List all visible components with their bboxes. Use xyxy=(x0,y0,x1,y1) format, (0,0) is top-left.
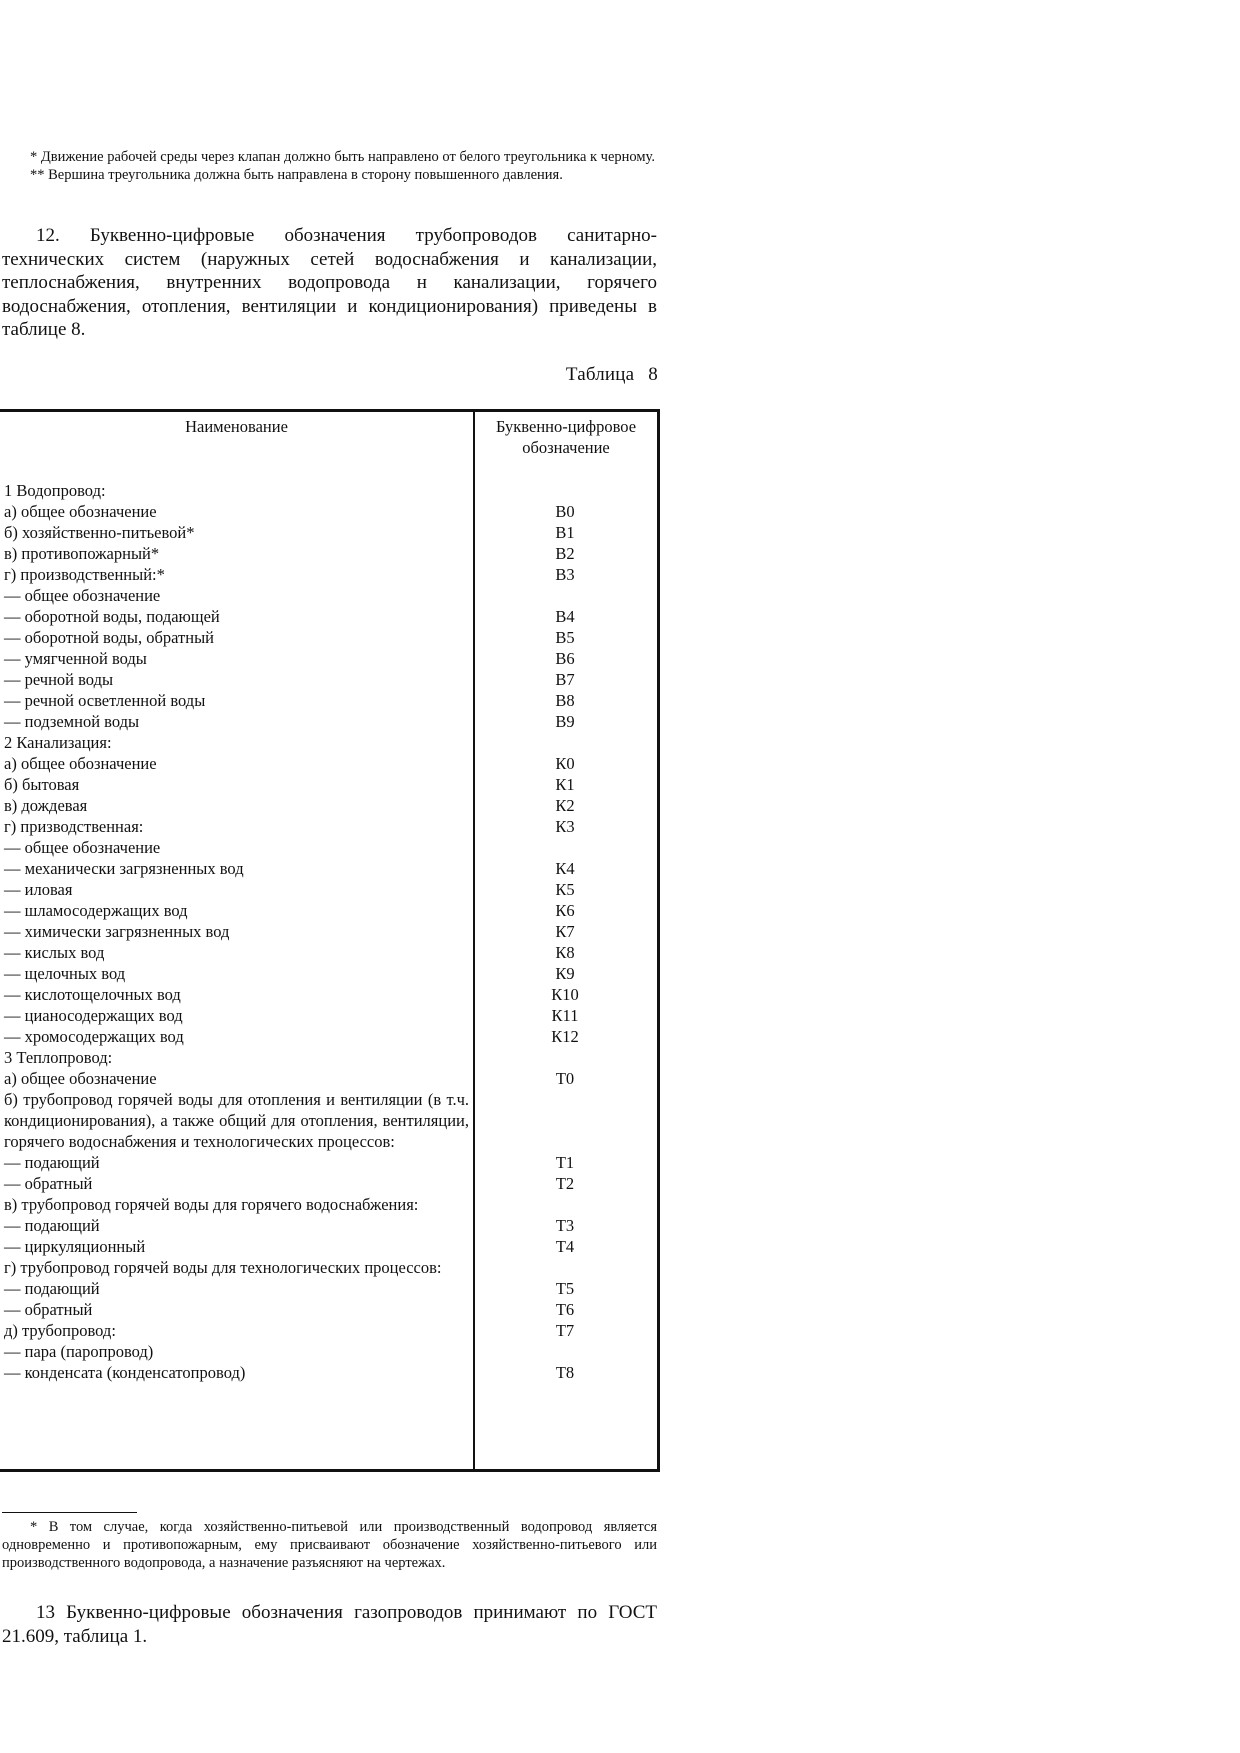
table-cell-name: — общее обозначение xyxy=(4,586,161,605)
table-row xyxy=(4,501,657,522)
table-cell-code xyxy=(469,585,657,606)
table-cell-name: в) дождевая xyxy=(4,796,88,815)
table-cell-name: — подземной воды xyxy=(4,712,140,731)
table-row xyxy=(4,711,657,732)
table-cell-name: а) общее обозначение xyxy=(4,754,157,773)
table-cell-name: — речной осветленной воды xyxy=(4,691,206,710)
table-cell-code xyxy=(469,1341,657,1362)
table-cell-code: К8 xyxy=(555,943,575,962)
table-cell-name: б) трубопровод горячей воды для отопления и вентиляции (в т.ч. кондиционирования), а также общий для отопления, вентиляции, горячего водоснабжения и технологических процессов: xyxy=(4,1090,469,1151)
table-cell-code: К7 xyxy=(555,922,575,941)
table-row xyxy=(4,732,657,753)
table-row xyxy=(4,648,657,669)
table-cell-code: В2 xyxy=(555,544,575,563)
table-row xyxy=(4,1278,657,1299)
table-row xyxy=(4,795,657,816)
table-row xyxy=(4,669,657,690)
table-row xyxy=(4,1152,657,1173)
paragraph-12: 12. Буквенно-цифровые обозначения трубопроводов санитарно-технических систем (наружных сетей водоснабжения и канализации, теплоснабжения, внутренних водопровода н канализации, горячего водоснабжения, отопления, вентиляции и кондиционирования) приведены в таблице 8. xyxy=(2,225,657,340)
table-cell-code: Т6 xyxy=(555,1300,575,1319)
table-row xyxy=(4,585,657,606)
table-cell-name: д) трубопровод: xyxy=(4,1321,116,1340)
table-cell-code: В5 xyxy=(555,628,575,647)
table-row xyxy=(4,522,657,543)
table-cell-name: — хромосодержащих вод xyxy=(4,1027,184,1046)
table-cell-code: К6 xyxy=(555,901,575,920)
table-cell-name: — умягченной воды xyxy=(4,649,147,668)
table-cell-name: — кислотощелочных вод xyxy=(4,985,181,1004)
table-cell-code: К2 xyxy=(555,796,575,815)
table-cell-code: Т8 xyxy=(555,1363,575,1382)
table-cell-name: а) общее обозначение xyxy=(4,502,157,521)
table-row xyxy=(4,627,657,648)
table-cell-code: К3 xyxy=(555,817,575,836)
table-cell-name: б) бытовая xyxy=(4,775,80,794)
table-cell-code xyxy=(469,732,657,753)
table-cell-code: Т7 xyxy=(555,1321,575,1340)
table-row xyxy=(4,963,657,984)
table-cell-name: г) производственный:* xyxy=(4,565,165,584)
table-row xyxy=(4,1194,657,1215)
table-cell-name: г) трубопровод горячей воды для технологических процессов: xyxy=(4,1258,442,1277)
table-cell-name: — оборотной воды, обратный xyxy=(4,628,214,647)
table-cell-name: б) хозяйственно-питьевой* xyxy=(4,523,195,542)
table-cell-name: в) трубопровод горячей воды для горячего водоснабжения: xyxy=(4,1195,419,1214)
table-cell-name: в) противопожарный* xyxy=(4,544,160,563)
table-cell-code: В8 xyxy=(555,691,575,710)
table-cell-name: а) общее обозначение xyxy=(4,1069,157,1088)
table-row xyxy=(4,564,657,585)
table-header-name: Наименование xyxy=(185,417,288,436)
footnote-valve-direction: * Движение рабочей среды через клапан должно быть направлено от белого треугольника к черному. xyxy=(30,149,655,165)
table-cell-name: — оборотной воды, подающей xyxy=(4,607,220,626)
table-row xyxy=(4,1005,657,1026)
pipeline-designation-table xyxy=(0,409,660,1472)
table-cell-name: — обратный xyxy=(4,1174,93,1193)
table-cell-code xyxy=(469,480,657,501)
table-row xyxy=(4,774,657,795)
footnote-separator xyxy=(2,1512,137,1513)
table-row xyxy=(4,606,657,627)
table-cell-code: В3 xyxy=(555,565,575,584)
table-caption-label: Таблица xyxy=(565,364,635,385)
table-row xyxy=(4,1215,657,1236)
table-row xyxy=(4,1089,657,1152)
table-cell-name: г) призводственная: xyxy=(4,817,144,836)
table-cell-name: — речной воды xyxy=(4,670,114,689)
table-cell-name: — цианосодержащих вод xyxy=(4,1006,183,1025)
table-cell-name: — подающий xyxy=(4,1279,100,1298)
table-cell-code: К10 xyxy=(551,985,579,1004)
footnote-bottom: * В том случае, когда хозяйственно-питьевой или производственный водопровод является одновременно и противопожарным, ему присваивают обозначение хозяйственно-питьевого или производственного водопровода, а назначение разъясняют на чертежах. xyxy=(2,1519,657,1571)
table-cell-name: — циркуляционный xyxy=(4,1237,146,1256)
table-cell-name: — конденсата (конденсатопровод) xyxy=(4,1363,246,1382)
table-cell-name: 2 Канализация: xyxy=(4,733,112,752)
table-row xyxy=(4,858,657,879)
top-footnotes xyxy=(2,148,657,184)
table-row xyxy=(4,543,657,564)
table-cell-name: — пара (паропровод) xyxy=(4,1342,154,1361)
table-cell-code xyxy=(469,1257,657,1278)
table-cell-code: В0 xyxy=(555,502,575,521)
table-cell-code: В6 xyxy=(555,649,575,668)
table-cell-name: — кислых вод xyxy=(4,943,105,962)
table-row xyxy=(4,816,657,837)
table-row xyxy=(4,1362,657,1383)
table-caption xyxy=(358,364,658,386)
table-cell-name: 3 Теплопровод: xyxy=(4,1048,113,1067)
table-row xyxy=(4,984,657,1005)
table-row xyxy=(4,921,657,942)
table-cell-code: К1 xyxy=(555,775,575,794)
table-cell-code: К12 xyxy=(551,1027,579,1046)
table-row xyxy=(4,900,657,921)
table-cell-code: В1 xyxy=(555,523,575,542)
table-cell-name: — механически загрязненных вод xyxy=(4,859,244,878)
table-header-code: Буквенно-цифровое обозначение xyxy=(495,417,637,457)
table-cell-name: 1 Водопровод: xyxy=(4,481,106,500)
table-cell-name: — щелочных вод xyxy=(4,964,126,983)
table-cell-code xyxy=(469,1089,657,1152)
table-cell-code: В9 xyxy=(555,712,575,731)
table-row xyxy=(4,690,657,711)
table-row xyxy=(4,1257,657,1278)
table-cell-code: В7 xyxy=(555,670,575,689)
table-cell-name: — подающий xyxy=(4,1153,100,1172)
footnote-triangle-apex: ** Вершина треугольника должна быть направлена в сторону повышенного давления. xyxy=(30,167,563,183)
table-cell-code: К9 xyxy=(555,964,575,983)
table-row xyxy=(4,879,657,900)
table-body xyxy=(4,480,657,1383)
table-cell-code: Т2 xyxy=(555,1174,575,1193)
table-row xyxy=(4,1047,657,1068)
table-row xyxy=(4,1236,657,1257)
table-cell-name: — иловая xyxy=(4,880,73,899)
table-cell-code: Т0 xyxy=(555,1069,575,1088)
table-row xyxy=(4,1173,657,1194)
table-cell-code: Т4 xyxy=(555,1237,575,1256)
table-cell-name: — подающий xyxy=(4,1216,100,1235)
table-cell-code: Т3 xyxy=(555,1216,575,1235)
table-caption-number: 8 xyxy=(648,364,658,385)
table-row xyxy=(4,942,657,963)
table-cell-name: — химически загрязненных вод xyxy=(4,922,230,941)
table-row xyxy=(4,1341,657,1362)
table-cell-code: К11 xyxy=(551,1006,579,1025)
table-cell-name: — шламосодержащих вод xyxy=(4,901,188,920)
table-cell-code xyxy=(469,1047,657,1068)
table-cell-code: К0 xyxy=(555,754,575,773)
table-cell-code: К4 xyxy=(555,859,575,878)
table-cell-code: В4 xyxy=(555,607,575,626)
table-cell-code: Т5 xyxy=(555,1279,575,1298)
table-cell-code: К5 xyxy=(555,880,575,899)
table-row xyxy=(4,1068,657,1089)
table-row xyxy=(4,837,657,858)
table-cell-code xyxy=(469,1194,657,1215)
table-row xyxy=(4,1026,657,1047)
table-cell-code: Т1 xyxy=(555,1153,575,1172)
table-cell-code xyxy=(469,837,657,858)
table-row xyxy=(4,753,657,774)
table-cell-name: — общее обозначение xyxy=(4,838,161,857)
table-row xyxy=(4,1320,657,1341)
table-row xyxy=(4,480,657,501)
paragraph-13: 13 Буквенно-цифровые обозначения газопроводов принимают по ГОСТ 21.609, таблица 1. xyxy=(2,1602,657,1647)
table-row xyxy=(4,1299,657,1320)
table-cell-name: — обратный xyxy=(4,1300,93,1319)
